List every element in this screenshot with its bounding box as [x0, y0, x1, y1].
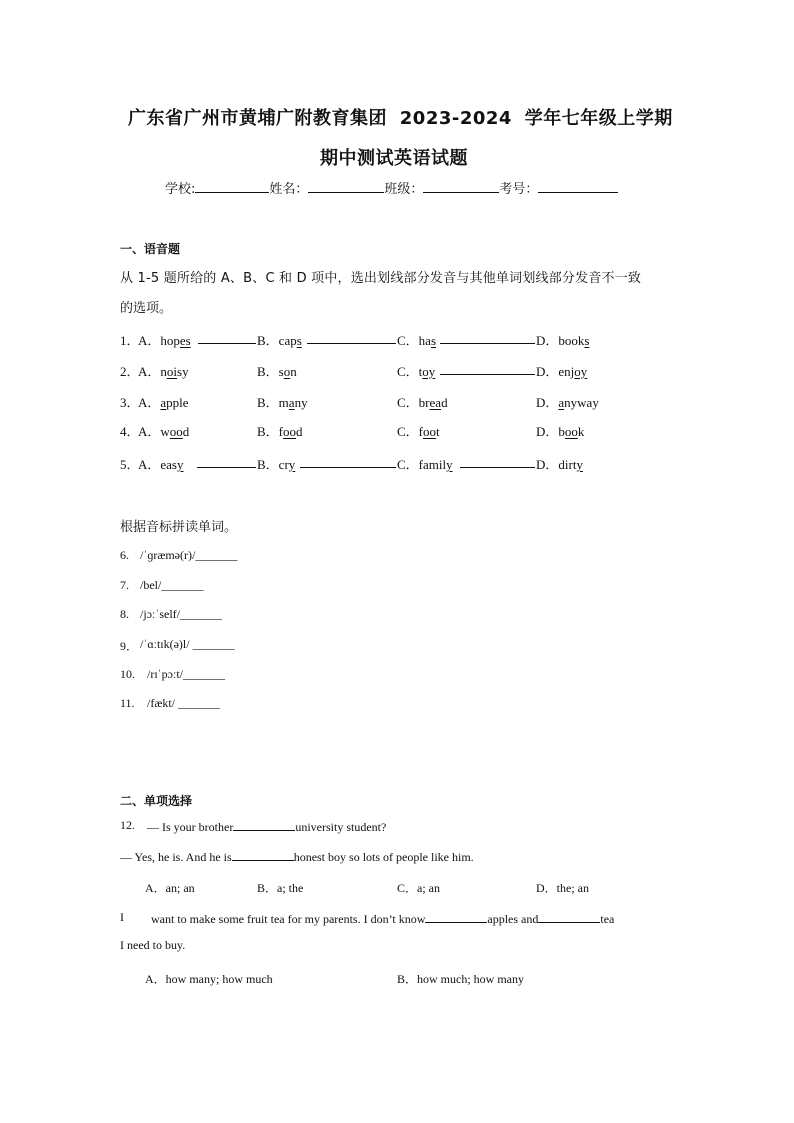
- answer-blank[interactable]: [538, 910, 600, 923]
- option-c[interactable]: C．bread: [397, 395, 448, 410]
- exam-title-line1: 广东省广州市黄埔广附教育集团 2023-2024 学年七年级上学期: [128, 108, 673, 129]
- question-number: I: [120, 910, 124, 924]
- option-a[interactable]: A．hopes: [138, 333, 191, 348]
- phonetic-heading: 根据音标拼读单词。: [120, 520, 238, 535]
- item-number: 7.: [120, 578, 129, 592]
- student-info-row: [165, 178, 618, 197]
- q12-line2: — Yes, he is. And he is honest boy so lots of people like him.: [120, 850, 474, 864]
- option-d[interactable]: D．books: [536, 333, 590, 348]
- underline-a: [197, 455, 256, 468]
- class-label: 班级：: [384, 182, 424, 197]
- option-a[interactable]: A．wood: [138, 424, 190, 439]
- underline-c: [440, 331, 535, 344]
- option-b[interactable]: B．many: [257, 395, 308, 410]
- option-c[interactable]: C．family: [397, 457, 453, 472]
- question-number: 1．: [120, 333, 140, 348]
- item-number: 11.: [120, 696, 135, 710]
- option-b[interactable]: B．how much; how many: [397, 972, 524, 986]
- option-b[interactable]: B．cry: [257, 457, 296, 472]
- item-text[interactable]: /ˈɑːtɪk(ə)l/ _______: [140, 637, 235, 651]
- item-text[interactable]: /ˈɡræmə(r)/_______: [140, 548, 238, 562]
- name-label: 姓名：: [269, 182, 309, 197]
- item-number: 10.: [120, 667, 135, 681]
- option-d[interactable]: D．anyway: [536, 395, 599, 410]
- item-text[interactable]: /rɪˈpɔːt/_______: [147, 667, 225, 681]
- option-b[interactable]: B．caps: [257, 333, 302, 348]
- answer-blank[interactable]: [232, 848, 294, 861]
- question-number: 5．: [120, 457, 140, 472]
- option-a[interactable]: A．apple: [138, 395, 189, 410]
- school-label: 学校:: [165, 182, 196, 197]
- q12-line1: — Is your brother university student?: [147, 820, 387, 834]
- underline-a: [198, 331, 256, 344]
- underline-b: [300, 455, 396, 468]
- option-c[interactable]: C．has: [397, 333, 437, 348]
- q13-line1: want to make some fruit tea for my parents. I don’t know apples and tea: [151, 912, 615, 926]
- option-d[interactable]: D．the; an: [536, 881, 589, 895]
- underline-c: [440, 362, 535, 375]
- option-c[interactable]: C．a; an: [397, 881, 440, 895]
- underline-c: [460, 455, 535, 468]
- underline-b: [307, 331, 396, 344]
- option-b[interactable]: B．food: [257, 424, 303, 439]
- question-number: 3．: [120, 395, 140, 410]
- answer-blank[interactable]: [425, 910, 487, 923]
- item-text[interactable]: /jɔːˈself/_______: [140, 607, 222, 621]
- item-number: 6.: [120, 548, 129, 562]
- exam-no-blank[interactable]: [538, 180, 618, 193]
- option-c[interactable]: C．foot: [397, 424, 440, 439]
- option-c[interactable]: C．toy: [397, 364, 436, 379]
- option-a[interactable]: A．how many; how much: [145, 972, 273, 986]
- option-b[interactable]: B．son: [257, 364, 297, 379]
- answer-blank[interactable]: [233, 818, 295, 831]
- option-a[interactable]: A．easy: [138, 457, 184, 472]
- exam-title-line2: 期中测试英语试题: [320, 148, 468, 169]
- item-text[interactable]: /fækt/ _______: [147, 696, 221, 710]
- item-text[interactable]: /bel/_______: [140, 578, 204, 592]
- section1-heading: 一、语音题: [120, 242, 181, 256]
- section2-heading: 二、单项选择: [120, 794, 193, 808]
- section1-instruction-line1: 从 1-5 题所给的 A、B、C 和 D 项中，选出划线部分发音与其他单词划线部分发音不一致: [120, 271, 642, 286]
- name-blank[interactable]: [308, 180, 384, 193]
- item-number: 8.: [120, 607, 129, 621]
- option-d[interactable]: D．dirty: [536, 457, 583, 472]
- option-d[interactable]: D．enjoy: [536, 364, 588, 379]
- option-a[interactable]: A．noisy: [138, 364, 189, 379]
- option-d[interactable]: D．book: [536, 424, 585, 439]
- class-blank[interactable]: [423, 180, 499, 193]
- option-b[interactable]: B．a; the: [257, 881, 304, 895]
- question-number: 2．: [120, 364, 140, 379]
- option-a[interactable]: A．an; an: [145, 881, 195, 895]
- item-number: 9．: [120, 639, 139, 653]
- q13-line2: I need to buy.: [120, 938, 186, 952]
- question-number: 4．: [120, 424, 140, 439]
- exam-no-label: 考号：: [499, 182, 539, 197]
- section1-instruction-line2: 的选项。: [120, 301, 173, 316]
- question-number: 12.: [120, 818, 135, 832]
- school-blank[interactable]: [195, 180, 269, 193]
